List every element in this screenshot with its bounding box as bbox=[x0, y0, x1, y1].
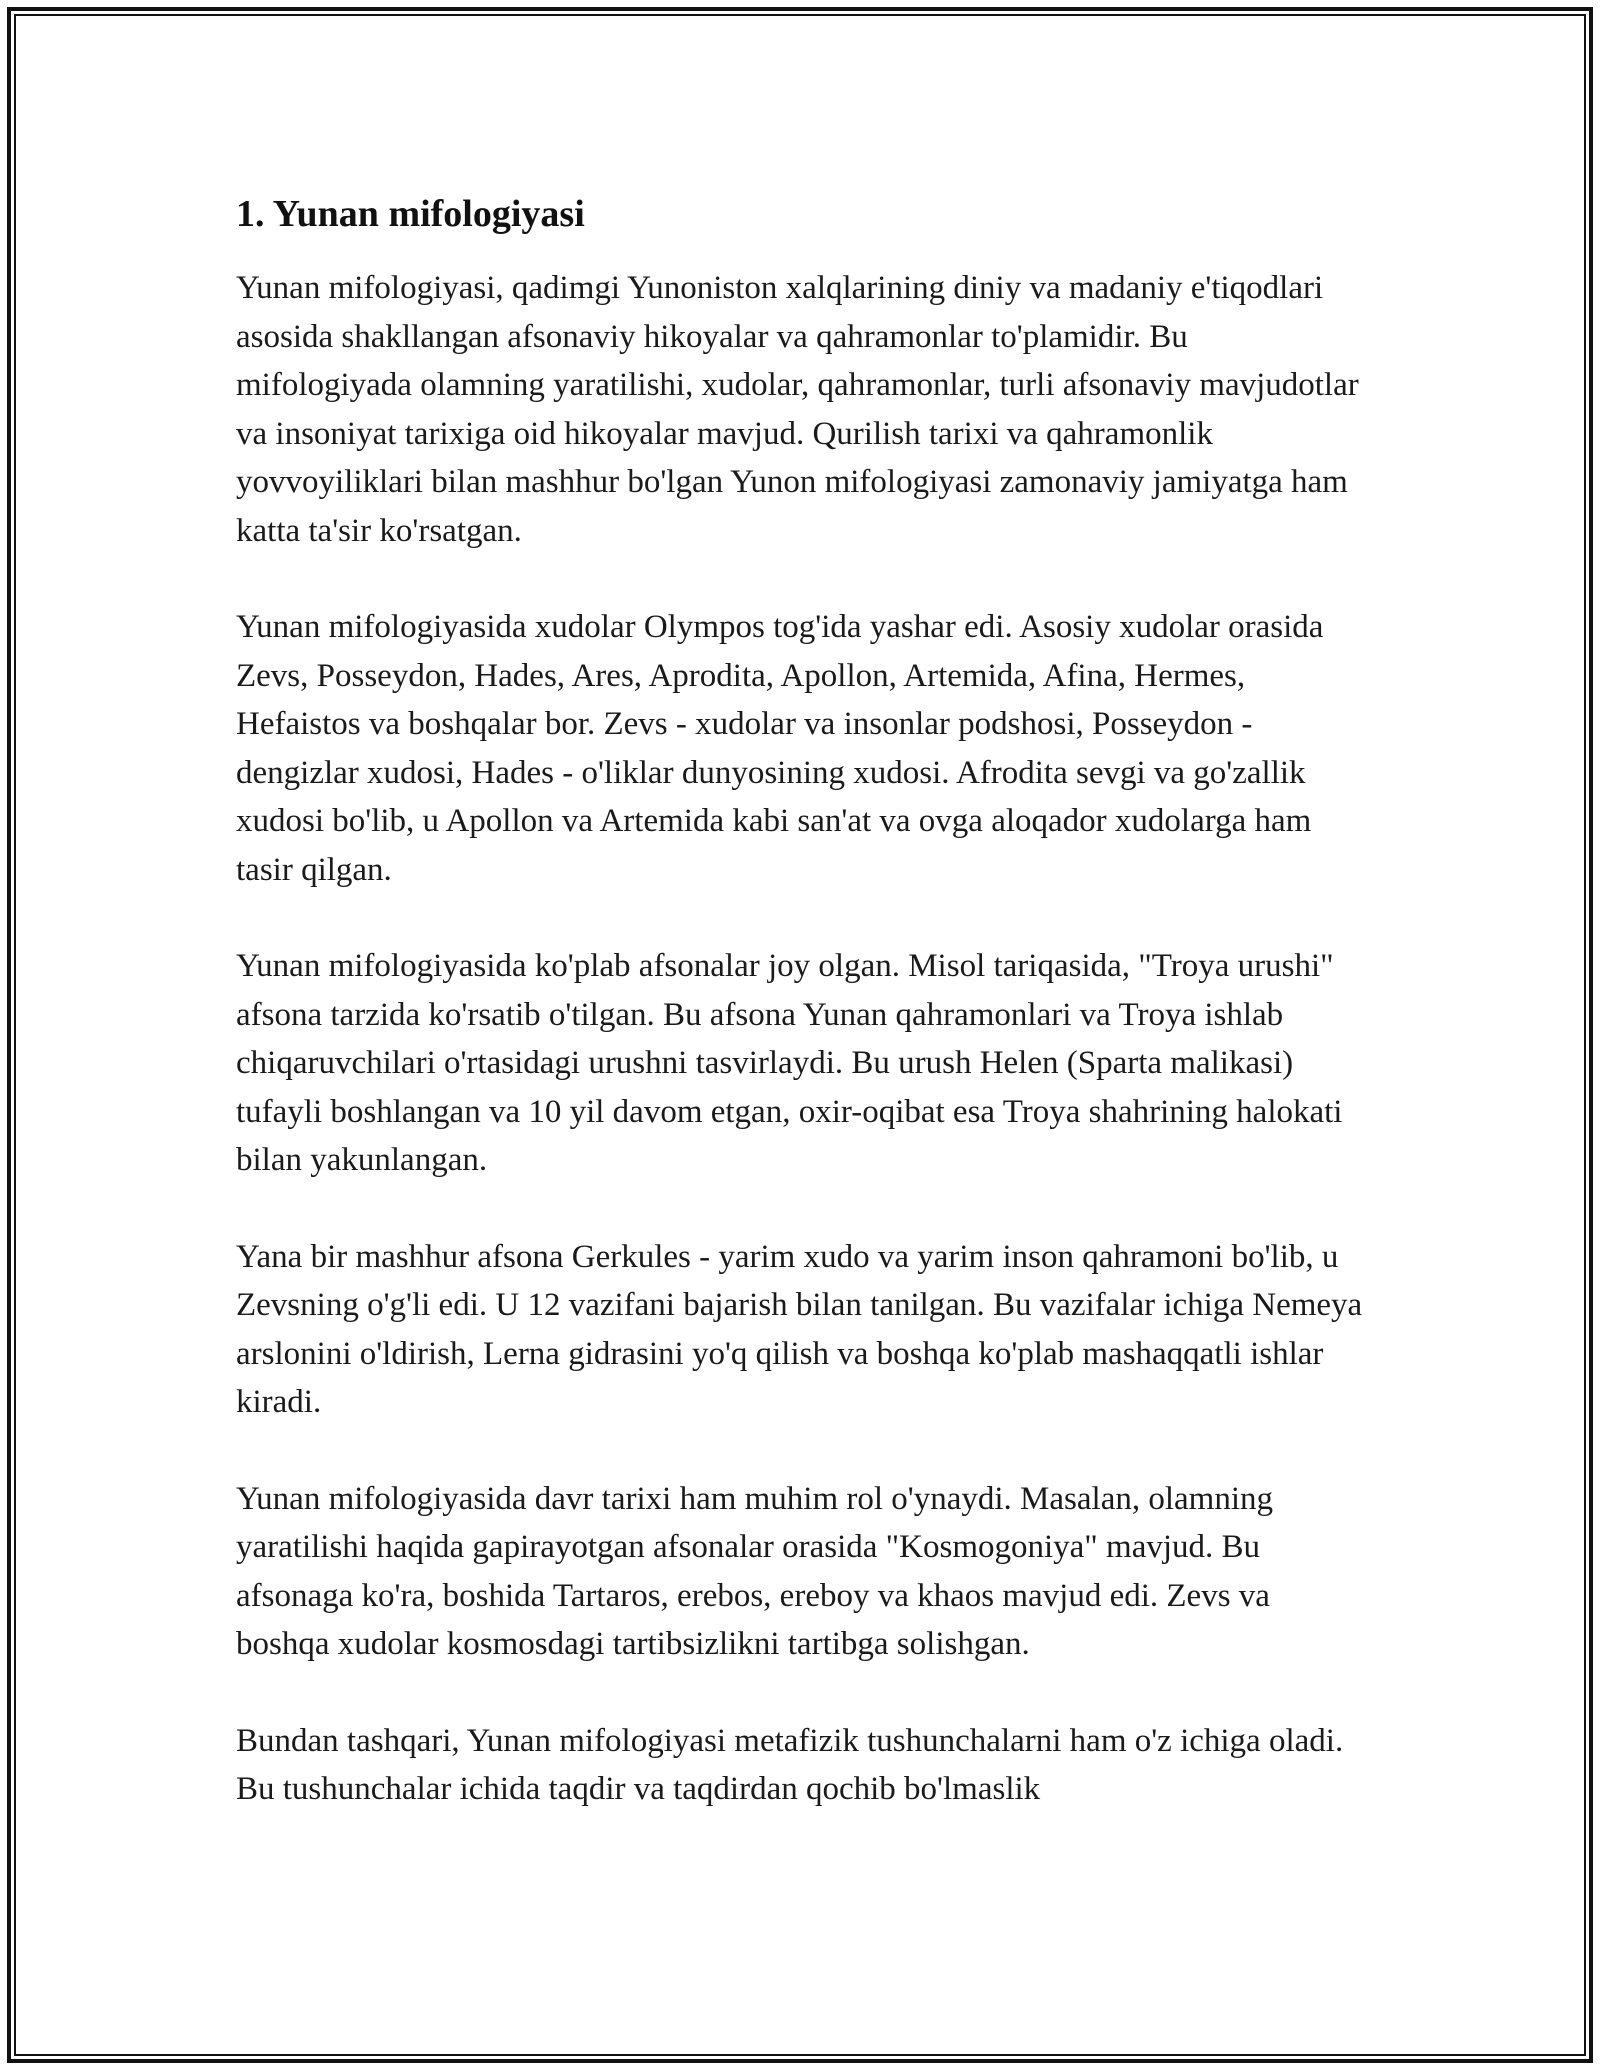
paragraph-cosmogony: Yunan mifologiyasida davr tarixi ham muhim rol o'ynaydi. Masalan, olamning yaratilishi haqida gapirayotgan afsonalar orasida "Kosmogoniya" mavjud. Bu afsonaga ko'ra, boshida Tartaros, erebos, ereboy va khaos mavjud edi. Zevs va boshqa xudolar kosmosdagi tartibsizlikni tartibga solishgan. bbox=[236, 1480, 1274, 1662]
paragraph-gods: Yunan mifologiyasida xudolar Olympos tog'ida yashar edi. Asosiy xudolar orasida Zevs, Posseydon, Hades, Ares, Aprodita, Apollon, Artemida, Afina, Hermes, Hefaistos va boshqalar bor. Zevs - xudolar va insonlar podshosi, Posseydon - dengizlar xudosi, Hades - o'liklar dunyosining xudosi. Afrodita sevgi va go'zallik xudosi bo'lib, u Apollon va Artemida kabi san'at va ovga aloqador xudolarga ham tasir qilgan. bbox=[236, 609, 1324, 888]
paragraph-troy: Yunan mifologiyasida ko'plab afsonalar joy olgan. Misol tariqasida, "Troya urushi" afsona tarzida ko'rsatib o'tilgan. Bu afsona Yunan qahramonlari va Troya ishlab chiqaruvchilari o'rtasidagi urushni tasvirlaydi. Bu urush Helen (Sparta malikasi) tufayli boshlangan va 10 yil davom etgan, oxir-oqibat esa Troya shahrining halokati bilan yakunlangan. bbox=[236, 948, 1343, 1178]
paragraph-metaphysics: Bundan tashqari, Yunan mifologiyasi metafizik tushunchalarni ham o'z ichiga oladi. Bu tushunchalar ichida taqdir va taqdirdan qochib bo'lmaslik bbox=[236, 1722, 1344, 1807]
paragraph-hercules: Yana bir mashhur afsona Gerkules - yarim xudo va yarim inson qahramoni bo'lib, u Zevsning o'g'li edi. U 12 vazifani bajarish bilan tanilgan. Bu vazifalar ichiga Nemeya arslonini o'ldirish, Lerna gidrasini yo'q qilish va boshqa ko'plab mashaqqatli ishlar kiradi. bbox=[236, 1238, 1363, 1420]
document-body bbox=[236, 186, 1366, 1862]
document-title: 1. Yunan mifologiyasi bbox=[236, 193, 585, 235]
paragraph-intro: Yunan mifologiyasi, qadimgi Yunoniston xalqlarining diniy va madaniy e'tiqodlari asosida shakllangan afsonaviy hikoyalar va qahramonlar to'plamidir. Bu mifologiyada olamning yaratilishi, xudolar, qahramonlar, turli afsonaviy mavjudotlar va insoniyat tarixiga oid hikoyalar mavjud. Qurilish tarixi va qahramonlik yovvoyiliklari bilan mashhur bo'lgan Yunon mifologiyasi zamonaviy jamiyatga ham katta ta'sir ko'rsatgan. bbox=[236, 270, 1359, 549]
